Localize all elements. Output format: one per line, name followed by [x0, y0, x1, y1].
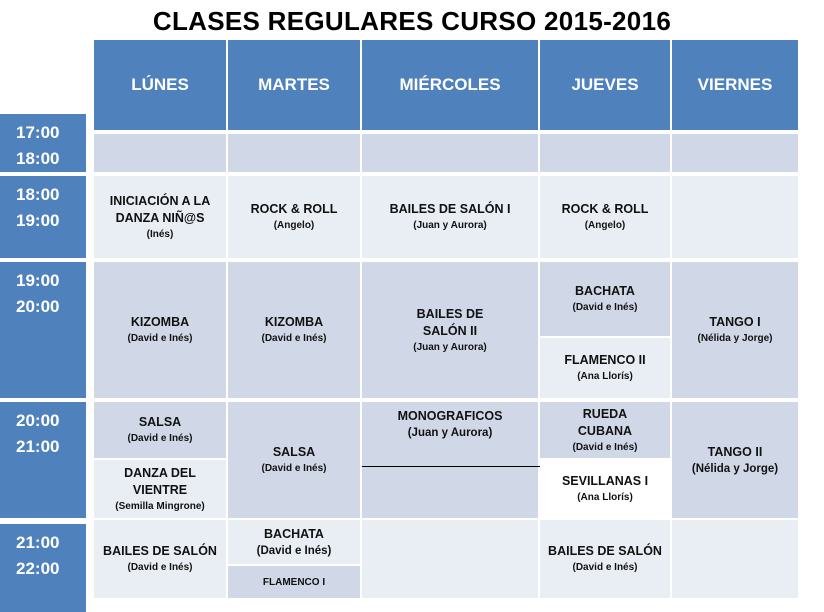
time-start: 17:00	[16, 123, 60, 142]
class-teachers: (Juan y Aurora)	[413, 220, 487, 231]
class-cell	[540, 338, 670, 398]
class-cell	[94, 520, 226, 598]
page-title: CLASES REGULARES CURSO 2015-2016	[152, 6, 672, 36]
class-teachers: (Juan y Aurora)	[413, 341, 487, 353]
day-header-martes: MARTES	[228, 40, 360, 130]
class-cell	[540, 520, 670, 598]
time-start: 19:00	[16, 271, 60, 290]
class-name: FLAMENCO II	[564, 353, 646, 367]
class-cell	[228, 566, 360, 598]
class-name: ROCK & ROLL	[561, 202, 649, 216]
class-cell	[94, 176, 226, 258]
divider-line	[362, 466, 540, 467]
time-end: 22:00	[16, 559, 60, 578]
class-name: TANGO I	[709, 315, 761, 329]
day-header-viernes: VIERNES	[672, 40, 798, 130]
class-teachers: (Juan y Aurora)	[407, 427, 493, 439]
class-cell	[362, 402, 538, 518]
class-cell	[672, 262, 798, 398]
time-start: 18:00	[16, 185, 60, 204]
class-name: BAILES DE SALÓN	[548, 544, 662, 558]
class-teachers: (David e Inés)	[572, 441, 638, 453]
time-slot-20-21	[0, 402, 86, 518]
class-name: KIZOMBA	[130, 315, 190, 329]
class-name: BACHATA	[264, 527, 324, 541]
class-teachers: (Nélida y Jorge)	[697, 333, 773, 344]
class-teachers: (David e Inés)	[572, 302, 638, 313]
day-header-miercoles: MIÉRCOLES	[362, 40, 538, 130]
class-name: KIZOMBA	[264, 315, 324, 329]
time-start: 21:00	[16, 533, 60, 552]
class-teachers: (Inés)	[146, 228, 174, 240]
class-teachers: (Semilla Mingrone)	[115, 500, 205, 512]
class-name: SALSA	[138, 415, 182, 429]
time-end: 19:00	[16, 211, 60, 230]
class-cell	[540, 176, 670, 258]
class-name: BAILES DE SALÓN	[103, 544, 217, 558]
class-cell	[540, 402, 670, 458]
day-header-lunes: LÚNES	[94, 40, 226, 130]
empty-cell	[672, 176, 798, 258]
class-teachers: (David e Inés)	[127, 333, 193, 344]
empty-cell	[540, 134, 670, 172]
empty-cell	[94, 134, 226, 172]
day-header-jueves: JUEVES	[540, 40, 670, 130]
time-slot-17-18	[0, 114, 86, 172]
class-teachers: (David e Inés)	[256, 545, 332, 557]
class-name: FLAMENCO I	[262, 576, 326, 588]
time-slot-18-19	[0, 176, 86, 258]
class-cell	[228, 176, 360, 258]
class-name: SALSA	[272, 445, 316, 459]
class-cell	[362, 176, 538, 258]
class-cell	[228, 520, 360, 564]
class-cell	[94, 402, 226, 458]
empty-cell	[362, 134, 538, 172]
class-teachers: (Angelo)	[584, 220, 626, 231]
time-start: 20:00	[16, 411, 60, 430]
class-teachers: (David e Inés)	[127, 433, 193, 444]
class-name: ROCK & ROLL	[250, 202, 338, 216]
class-name: RUEDA CUBANA	[577, 406, 633, 438]
class-teachers: (David e Inés)	[572, 562, 638, 573]
class-cell	[672, 402, 798, 518]
class-teachers: (David e Inés)	[261, 333, 327, 344]
class-teachers: (Nélida y Jorge)	[691, 463, 779, 475]
class-cell	[228, 402, 360, 518]
empty-cell	[672, 134, 798, 172]
class-cell	[228, 262, 360, 398]
time-end: 21:00	[16, 437, 60, 456]
class-cell	[540, 460, 670, 518]
class-teachers: (Ana Llorís)	[577, 492, 633, 503]
class-name: SEVILLANAS I	[561, 474, 649, 488]
class-name: MONOGRAFICOS	[397, 409, 503, 423]
class-cell	[94, 262, 226, 398]
empty-cell	[228, 134, 360, 172]
time-end: 20:00	[16, 297, 60, 316]
class-teachers: (David e Inés)	[261, 463, 327, 474]
class-cell	[362, 262, 538, 398]
empty-cell	[362, 520, 538, 598]
time-end: 18:00	[16, 149, 60, 168]
class-name: TANGO II	[707, 445, 763, 459]
time-slot-19-20	[0, 262, 86, 398]
empty-cell	[672, 520, 798, 598]
class-cell	[540, 262, 670, 336]
class-name: DANZA DEL VIENTRE	[124, 465, 196, 497]
class-name: BAILES DE SALÓN I	[389, 202, 511, 216]
class-teachers: (Angelo)	[273, 220, 315, 231]
time-slot-21-22	[0, 524, 86, 612]
class-name: BACHATA	[575, 284, 635, 298]
class-cell	[94, 460, 226, 518]
class-name: BAILES DE SALÓN II	[416, 306, 484, 338]
class-teachers: (Ana Llorís)	[577, 371, 633, 382]
class-name: INICIACIÓN A LA DANZA NIÑ@S	[109, 193, 211, 225]
class-teachers: (David e Inés)	[127, 562, 193, 573]
